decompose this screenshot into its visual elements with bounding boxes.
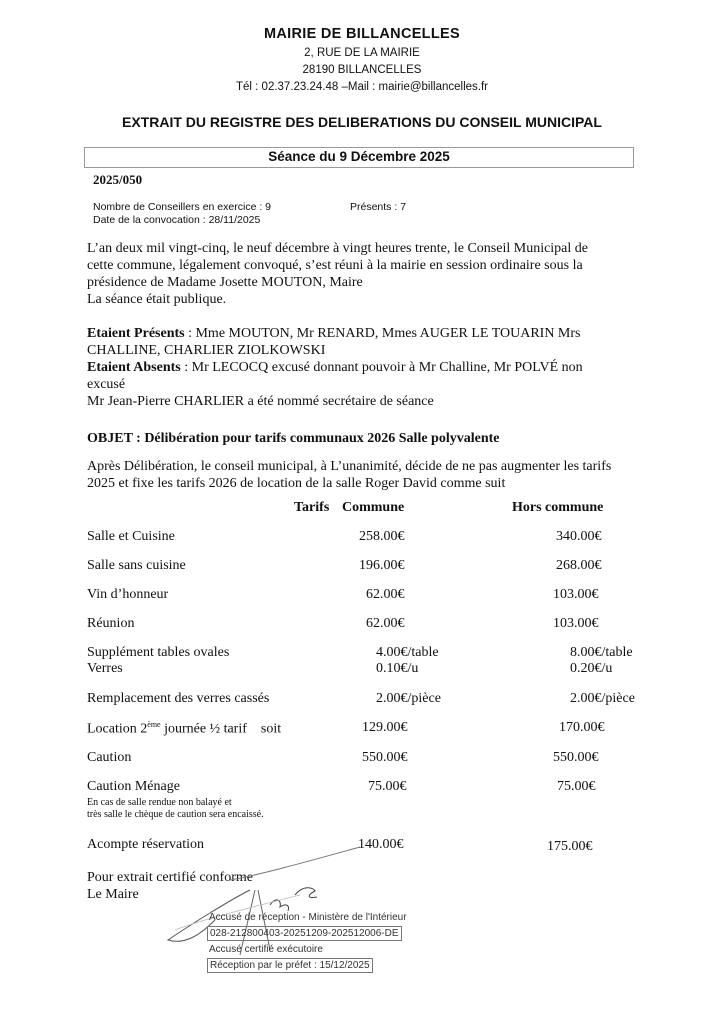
presents-label: Etaient Présents (87, 326, 185, 341)
commune-price: 75.00€ (368, 779, 407, 794)
row-label: Vin d’honneur (87, 587, 169, 602)
conseillers-count: Nombre de Conseillers en exercice : 9 (93, 201, 271, 213)
mairie-address: 2, RUE DE LA MAIRIE (304, 47, 420, 59)
row-label: Remplacement des verres cassés (87, 691, 270, 706)
row-label: Caution Ménage (87, 779, 180, 794)
intro-line-1: L’an deux mil vingt-cinq, le neuf décembre à vingt heures trente, le Conseil Municipal de (87, 241, 588, 256)
menage-note-2: très salle le chèque de caution sera encaissé. (87, 809, 264, 820)
commune-price: 258.00€ (359, 529, 405, 544)
intro-line-2: cette commune, légalement convoqué, s’est réuni à la mairie en session ordinaire sous la (87, 258, 583, 273)
commune-price: 4.00€/table (376, 645, 439, 660)
commune-price: 62.00€ (366, 587, 405, 602)
decision-line-2: 2025 et fixe les tarifs 2026 de location de la salle Roger David comme suit (87, 476, 506, 491)
document-title: EXTRAIT DU REGISTRE DES DELIBERATIONS DU CONSEIL MUNICIPAL (122, 114, 602, 130)
row-label: Verres (87, 661, 123, 676)
commune-price: 62.00€ (366, 616, 405, 631)
header-tarifs: Tarifs (294, 500, 330, 515)
hors-commune-price: 0.20€/u (570, 661, 613, 676)
hors-commune-price: 550.00€ (553, 750, 599, 765)
hors-commune-price: 268.00€ (556, 558, 602, 573)
hors-commune-price: 170.00€ (559, 720, 605, 735)
row-label: Salle et Cuisine (87, 529, 175, 544)
commune-price: 196.00€ (359, 558, 405, 573)
presents-count: Présents : 7 (350, 201, 407, 213)
secretary-line: Mr Jean-Pierre CHARLIER a été nommé secrétaire de séance (87, 394, 434, 409)
convocation-date: Date de la convocation : 28/11/2025 (93, 214, 261, 226)
decision-line-1: Après Délibération, le conseil municipal, à L’unanimité, décide de ne pas augmenter les tarifs (87, 459, 612, 474)
hors-commune-price: 8.00€/table (570, 645, 633, 660)
mairie-title: MAIRIE DE BILLANCELLES (264, 26, 460, 42)
header-commune: Commune (342, 500, 405, 515)
intro-line-4: La séance était publique. (87, 292, 227, 307)
row-label: Supplément tables ovales (87, 645, 230, 660)
mairie-contact: Tél : 02.37.23.24.48 –Mail : mairie@billancelles.fr (235, 81, 489, 93)
presents-line-2: CHALLINE, CHARLIER ZIOLKOWSKI (87, 343, 326, 358)
absents-label: Etaient Absents (87, 360, 181, 375)
row-label-text: journée ½ tarif soit (160, 721, 282, 737)
presents-line-1 (87, 325, 581, 342)
certified-line: Pour extrait certifié conforme (87, 870, 253, 885)
mairie-city: 28190 BILLANCELLES (302, 64, 422, 76)
commune-price: 0.10€/u (376, 661, 419, 676)
stamp-reference: 028-212800403-20251209-202512006-DE (207, 926, 402, 941)
stamp-line-3: Accusé certifié exécutoire (209, 944, 323, 955)
commune-price: 140.00€ (358, 837, 404, 852)
stamp-reception: Réception par le préfet : 15/12/2025 (207, 958, 373, 973)
seance-date: Séance du 9 Décembre 2025 (268, 149, 450, 164)
presents-names: : Mme MOUTON, Mr RENARD, Mmes AUGER LE TOUARIN Mrs (184, 326, 581, 341)
hors-commune-price: 2.00€/pièce (570, 691, 635, 706)
menage-note-1: En cas de salle rendue non balayé et (87, 797, 232, 808)
commune-price: 550.00€ (362, 750, 408, 765)
intro-line-3: présidence de Madame Josette MOUTON, Maire (87, 275, 363, 290)
row-label: Réunion (87, 616, 135, 631)
row-label: Salle sans cuisine (87, 558, 186, 573)
deliberation-number: 2025/050 (93, 172, 143, 187)
commune-price: 129.00€ (362, 720, 408, 735)
hors-commune-price: 75.00€ (557, 779, 596, 794)
absents-names: : Mr LECOCQ excusé donnant pouvoir à Mr Challine, Mr POLVÉ non (180, 360, 583, 375)
row-label: Acompte réservation (87, 837, 205, 852)
row-label-superscript: ème (147, 720, 161, 729)
row-label: Caution (87, 750, 132, 765)
row-label (87, 720, 281, 738)
commune-price: 2.00€/pièce (376, 691, 441, 706)
objet-heading: OBJET : Délibération pour tarifs communaux 2026 Salle polyvalente (87, 431, 500, 446)
absents-line-2: excusé (87, 377, 126, 392)
hors-commune-price: 103.00€ (553, 616, 599, 631)
stamp-line-1: Accusé de réception - Ministère de l'Intérieur (209, 912, 407, 923)
absents-line-1 (87, 359, 583, 376)
hors-commune-price: 175.00€ (547, 839, 593, 854)
row-label-text: Location 2 (87, 721, 148, 737)
hors-commune-price: 340.00€ (556, 529, 602, 544)
header-hors-commune: Hors commune (512, 500, 604, 515)
signatory-line: Le Maire (87, 887, 139, 902)
hors-commune-price: 103.00€ (553, 587, 599, 602)
